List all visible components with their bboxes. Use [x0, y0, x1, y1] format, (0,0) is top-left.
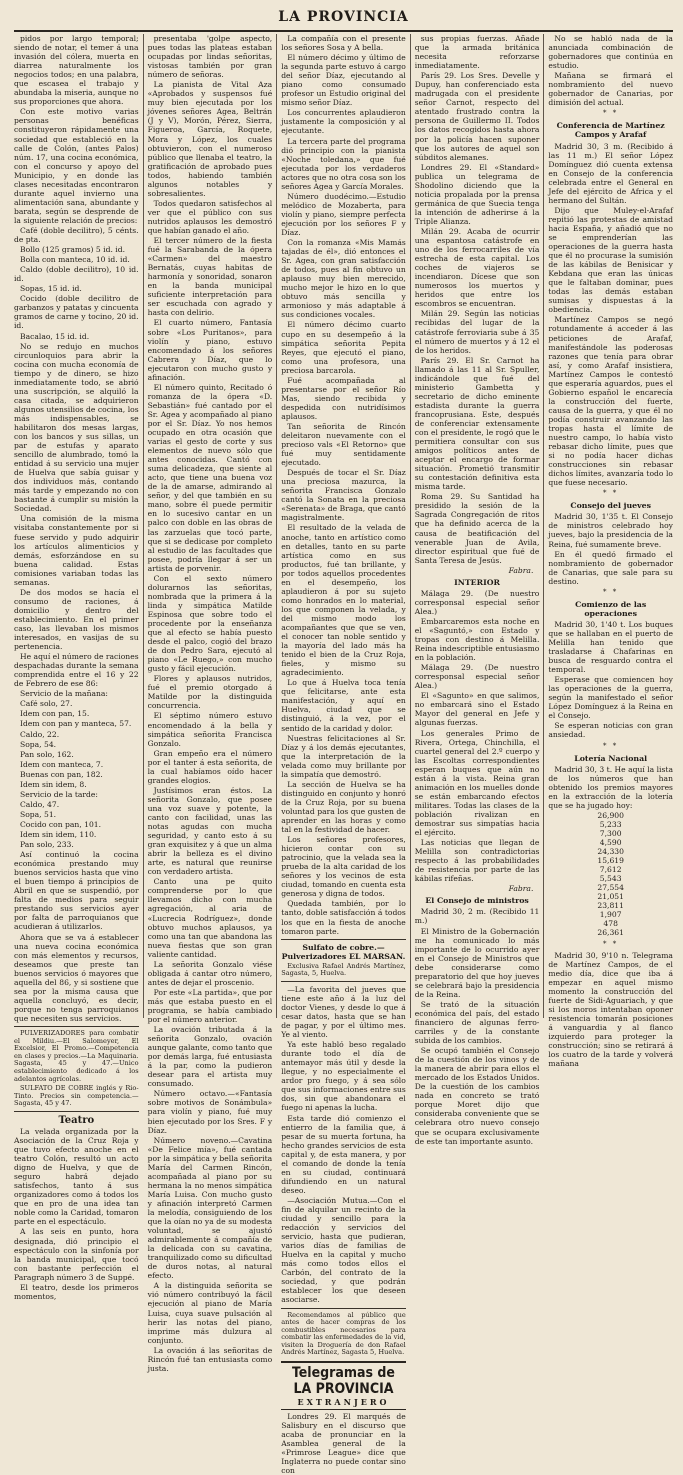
paragraph: Esperase que comiencen hoy las operaciones de la guerra, según la manifestado el señor López Domínguez á la Reina en el Consejo. [548, 675, 673, 721]
paragraph: No se habló nada de la anunciada combinación de gobernadores que continúa en estudio. [548, 34, 673, 71]
paragraph: Café (doble decilitro), 5 cénts. de pta. [14, 225, 139, 245]
paragraph: Martínez Campos se negó rotundamente á acceder á las peticiones de Arafaf, manifestándole las poderosas razones que tenía para obrar así, y como Arafaf insistiera, Martínez Campos le contestó que esperaría aguardos, pues el Gobierno español le encarecía la construcción del fuerte, causa de la guerra, y que él no podía construir avanzando las tropas hasta el límite de nuestro campo, lo había visto rebasar dicho límite, pues que si no podía hacer dichas construcciones sin rebasar dichos límites, avanzaría todo lo que fuese necesario. [548, 315, 673, 488]
paragraph: Dijo que Muley-el-Arafaf repitió las protestas de amistad hacia España, y añadió que no se emprenderían las operaciones de la guerra hasta que él no procurase la sumisión de las kábilas de Benisicar y Kebdana que eran las únicas que le faltaban dominar, pues todas las demás estaban sumisas y dispuestas á la obediencia. [548, 205, 673, 315]
paragraph: Pan solo, 233. [20, 840, 74, 850]
paragraph: La pianista de Vital Aza «Aprobados y suspensos fué muy bien ejecutada por los jóvenes señores Agea, Beltrán (J y V), Morón, Pérez, Sierra, Figueroa, García, Roquete, Mora y López, los cuales obtuvieron, con el numeroso público que llenaba el teatro, la gratificación de aprobado pues todos, habiendo también algunos notables y sobresalientes. [147, 80, 273, 198]
lottery-number: 24,330 [597, 847, 624, 857]
paragraph: Servicio de la tarde: [20, 789, 98, 799]
paragraph: Málaga 29. (De nuestro corresponsal especial señor Alea.) [414, 588, 540, 616]
newspaper-title: LA PROVINCIA [278, 9, 409, 25]
divider [14, 1111, 139, 1112]
paragraph: El tercer número de la fiesta fué la Sarabanda de la ópera «Carmen» del maestro Bernatás, cuyas habitas de harmonía y sonoridad, sonaron en la banda municipal suficiente interpretación para ser escuchada con agrado y hasta con delirio. [147, 236, 273, 318]
paragraph: París 29. El Sr. Carnot ha llamado á las 11 al Sr. Spuller, indicándole que fué del ministerio Gambetta y secretario de dicho eminente estadista durante la guerra francoprusiana. Este, después de conferenciar extensamente con el presidente, le rogó que le permitiera consultar con sus amigos políticos antes de aceptar el encargo de formar situación. Prometió transmitir su contestación definitiva esta misma tarde. [414, 355, 540, 492]
paragraph: Una comisión de la misma visitaba constantemente por si fuese servido y pudo adquirir los artículos alimenticios y demás, esforzándose en su buena calidad. Estas comisiones variaban todas las semanas. [14, 514, 139, 587]
paragraph: pidos por largo temporal; siendo de notar, el temer á una invasión del cólera, muerta en diarrea naturalmente los negocios todos; en una palabra, que escasea el trabajo y abundaba la miseria, aunque no sus proporciones que ahora. [14, 34, 139, 107]
lottery-number: 5,233 [599, 819, 622, 829]
paragraph: Número duodécimo.—Estudio melódico de Mozaberta, para violín y piano, siempre perfecta ejecución por los señores F y Díaz. [281, 191, 406, 237]
paragraph: Se trató de la situación económica del país, del estado financiero de algunas ferro-carriles y de la constante subida de los cambios. [414, 999, 540, 1046]
paragraph: Bolla con manteca, 10 id. id. [20, 255, 130, 265]
paragraph: Los señores profesores, hicieron contar con su patrocinio, que la velada sea la prueba de la alta caridad de los señores y los vecinos de esta ciudad, tomando en cuenta esta generosa y digna de todos. [281, 835, 406, 899]
paragraph: La ovación tributada á la señorita Gonzalo, ovación aunque galante, como tanto que por demás larga, fué entusiasta á la par, como la pudieron desear para el artista muy consumado. [147, 1025, 273, 1089]
paragraph: El séptimo número estuvo encomendado á la bella y simpática señorita Francisca Gonzalo. [147, 711, 273, 748]
lottery-number: 23,811 [597, 901, 624, 911]
advertisement-drogueria: Recomendamos al público que antes de hacer compras de los combustibles necesarios para combatir las enfermedades de la vid, visiten la Droguería de don Rafael Andrés Martínez, Sagasta 5, Huelva. [281, 1310, 406, 1357]
section-heading-loteria: Lotería Nacional [574, 753, 648, 763]
lottery-number: 7,300 [599, 828, 622, 838]
paragraph: El resultado de la velada de anoche, tanto en artístico como en detalles, tanto en su parte artística como en sus productos, fué tan brillante, y por todos aquellos procedentes en el desempeño, los aplaudieron á por su sujeto como honrados en lo material, los que componen la velada, y del mismo modo los acompañantes que que se ven, el conocer tan noble sentido y la mayoría del lado más ha tenido el bien de la Cruz Roja, fieles, y mismo su agradecimiento. [281, 523, 406, 678]
column-3 [276, 34, 410, 1475]
paragraph: Idem sin idem, 8. [20, 779, 87, 789]
paragraph: Idem con manteca, 7. [20, 759, 104, 769]
paragraph: Madrid 30, 1'40 t. Los buques que se hallaban en el puerto de Melilla han tenido que trasladarse á Chafarinas en busca de resguardo contra el temporal. [548, 619, 673, 675]
paragraph: Milán 29. Según las noticias recibidas del lugar de la catástrofe ferroviaria sube á 35 el número de muertos y á 12 el de los heridos. [414, 309, 540, 355]
paragraph: En él quedó firmado el nombramiento de gobernador de Canarias, que sale para su destino. [548, 549, 673, 586]
paragraph: Pan solo, 162. [20, 749, 74, 759]
section-heading-teatro: Teatro [58, 1114, 95, 1126]
paragraph: Así continuó la cocina económica prestando muy buenos servicios hasta que vino el buen tiempo á principios de Abril en que se suspendió, por falta de medios para seguir prestando sus servicios ayer por falta de parroquianos que acudieran á utilizarlos. [14, 850, 139, 932]
lottery-number: 4,590 [599, 837, 622, 847]
paragraph: Lo que á Huelva toca tenía que felicitarse, ante esta manifestación, y aquí en Huelva, ciudad que se distinguió, á la vez, por el sentido de la caridad y dolor. [281, 678, 406, 733]
advertisement-heading: Sulfato de cobre.—Pulverizadores EL MARSAN. [281, 942, 406, 961]
divider [281, 981, 406, 982]
paragraph: El Ministro de la Gobernación me ha comunicado lo más importante de lo ocurrido ayer en el Consejo de Ministros que debe considerarse como preparatorio del que hoy jueves se celebrará bajo la presidencia de la Reina. [414, 926, 540, 999]
paragraph: Bollo (125 gramos) 5 id. id. [20, 245, 125, 255]
paragraph: Idem sin idem, 110. [20, 829, 97, 839]
paragraph: Madrid 30, 3 t. He aquí la lista de los números que han obtenido los premios mayores en la extracción de la lotería que se ha jugado hoy: [548, 764, 673, 810]
section-heading-consejo-jueves: Consejo del jueves [570, 501, 651, 511]
paragraph: He aquí el número de raciones despachadas durante la semana comprendida entre el 16 y 22 de Febrero de ese 86: [14, 652, 139, 689]
paragraph: Canto una pe quito comprenderse por lo que llevamos dicho con mucha agregación, al aria de «Lucrecia Rodríguez», donde obtuvo muchos aplausos, ya como una tan que abandona las nueva fiestas que son gran valiente cantidad. [147, 877, 273, 959]
paragraph: Idem con pan, 15. [20, 709, 90, 719]
lottery-number: 7,612 [599, 865, 622, 875]
telegramas-subtitle: EXTRANJERO [297, 1397, 390, 1408]
paragraph: De dos modos se hacía el consumo de raciones, á domicilio y dentro del establecimiento. En el primer caso, las llevaban los mismos interesados, en vasijas de su pertenencia. [14, 587, 139, 652]
paragraph: Buenas con pan, 182. [20, 769, 103, 779]
masthead [14, 8, 673, 32]
column-4 [410, 34, 544, 1146]
advertisement-body: Exclusiva Rafael Andrés Martínez, Sagasta, 5, Huelva. [281, 961, 406, 978]
lottery-number: 1,907 [599, 910, 622, 920]
paragraph: sus propias fuerzas. Añade que la armada británica necesita reforzarse inmediatamente. [414, 34, 540, 71]
paragraph: Ahora que se va á establecer una nueva cocina económica con más elementos y recursos, deseamos que preste tan buenos servicios ó mayores que aquella del 86, y si sostiene que sea por la misma causa que aquella concluyó, es decir, porque no tenga parroquianos que necesiten sus servicios. [14, 932, 139, 1023]
paragraph: El número décimo y último de la segunda parte estuvo á cargo del señor Díaz, ejecutando al piano como consumado profesor un Estudio original del mismo señor Díaz. [281, 53, 406, 108]
lottery-number: 478 [603, 919, 618, 929]
divider [14, 1026, 139, 1027]
paragraph: El número quinto, Recitado ó romanza de la ópera «D. Sebastián» fué cantado por el Sr. Agea y acompañado al piano por el Sr. Díaz. Yo nos hemos ocupado en otra ocasión que varias el gesto de corte y sus elementos de nuevo sólo que antes conocidas. Cantó con suma delicadeza, que siente al acto, que tiene una buena voz de la de amarse, admirando al señor, y del que también en su mano, sobre él puede permitir en lo sucesivo cantar en un palco con doble en las obras de las zarzuelas que tocó parte, que si se dedicase por completo al estudio de las facultades que posee, podría llegar á ser un artista de porvenir. [147, 382, 273, 573]
section-star-divider: * * [603, 587, 619, 596]
paragraph: Mañana se firmará el nombramiento del nuevo gobernador de Canarias, por dimisión del actual. [548, 71, 673, 108]
column-1 [14, 34, 143, 1301]
paragraph: Todos quedaron satisfechos al ver que el público con sus nutridos aplausos les demostró que habían ganado el año. [147, 198, 273, 235]
lottery-number: 26,900 [597, 810, 624, 820]
section-star-divider: * * [603, 939, 619, 948]
paragraph: El número décimo cuarto cupo en su desempeño á la simpática señorita Pepita Reyes, que ejecutó el piano, como una profesora, una preciosa barcarola. [281, 320, 406, 375]
paragraph: El cuarto número, Fantasía sobre «Los Puritanos», para violín y piano, estuvo encomendado á los señores Cabrera y Díaz, que lo ejecutaron con mucho gusto y afinación. [147, 318, 273, 382]
paragraph: La velada organizada por la Asociación de la Cruz Roja y que tuvo efecto anoche en el teatro Colón, resultó un acto digno de Huelva, y que de seguro habrá dejado satisfechos, tanto á sus organizadores como á todos los que en pro de una idea tan noble como la Caridad, tomaron parte en el espectáculo. [14, 1126, 139, 1227]
paragraph: —La favorita del jueves que tiene este año á la luz del doctor Vienes, y desde lo que á cesar datos, hasta que se han de pagar, y por el último mes. Ye al viento. [281, 984, 406, 1040]
paragraph: Milán 29. Acaba de ocurrir una espantosa catástrofe en uno de los ferrocarriles de vía estrecha de esta capital. Los coches de viajeros se incendiaron. Dícese que son numerosos los muertos y heridos que entre los escombros se encuentran. [414, 226, 540, 309]
paragraph: El «Sagunto» en que salimos, no embarcará sino el Estado Mayor del general en Jefe y algunas fuerzas. [414, 691, 540, 728]
column-5 [543, 34, 673, 1069]
advertisement-pulverizadores: PULVERIZADORES para combatir el Mildiu.—El Salomeyer, El Excelsior, El Promo.—Competencia en clases y precios.—La Maquinaria. Sagasta, 45 y 47.—Unico establecimiento dedicado á los adelantos agrícolas. [14, 1028, 139, 1083]
paragraph: Las noticias que llegan de Melilla son contradictorias respecto á las probabilidades de resistencia por parte de las kábilas rifeñas. [414, 838, 540, 884]
paragraph: —Asociación Mutua.—Con el fin de alquilar un recinto de la ciudad y sencillo para la redacción y servicios del servicio, hasta que pudieran, varios días de familias de Huelva en la capital y mucho más como todos ellos el Carbón, del contrato de la sociedad, y que podrán establecer los que deseen asociarse. [281, 1195, 406, 1305]
paragraph: La señorita Gonzalo viése obligada á cantar otro número, antes de dejar el proscenio. [147, 959, 273, 987]
paragraph: Madrid 30, 1'35 t. El Consejo de ministros celebrado hoy jueves, bajo la presidencia de la Reina, fué sumamente breve. [548, 512, 673, 549]
paragraph: Los generales Primo de Rivera, Ortega, Chinchilla, el cuartel general del 2.º cuerpo y las Escoltas correspondientes esperan buques que aún no están á la vista. Reina gran animación en los muelles donde se están embarcando efectos militares. Todas las clases de la población rivalizan en demostrar sus simpatías hacia el ejército. [414, 728, 540, 838]
paragraph: Madrid 30, 3 m. (Recibido á las 11 m.) El señor López Domínguez dió cuenta extensa en Consejo de la conferencia celebrada entre el General en Jefe del ejército de Africa y el hermano del Sultán. [548, 141, 673, 205]
paragraph: Esta tarde dió comienzo el entierro de la familia que, á pesar de su muerta fortuna, ha hecho grandes servicios de esta capital y, de esta manera, y por el comando de donde la tenía en su ciudad, continuará difundiendo en un natural deseo. [281, 1113, 406, 1195]
paragraph: Los concurrentes aplaudieron justamente la composición y al ejecutante. [281, 108, 406, 136]
paragraph: Se esperan noticias con gran ansiedad. [548, 721, 673, 740]
paragraph: Flores y aplausos nutridos, fué el premio otorgado á Matilde por la distinguida concurrencia. [147, 674, 273, 711]
paragraph: Con el sexto número dolurarnos las señoritas, nombrada que la primera á la linda y simpática Matilde Espinosa que sobre todo el procedente por la enseñanza que al efecto se había puesto desde el palco, cogió del brazo de don Pedro Sara, ejecutó al piano «Le Ruego,» con mucho gusto y fácil ejecución. [147, 573, 273, 674]
paragraph: Quedada también, por lo tanto, doble satisfacción á todos los que en la fiesta de anoche tomaron parte. [281, 899, 406, 936]
section-star-divider: * * [603, 109, 619, 118]
paragraph: La ovación á las señoritas de Rincón fué tan entusiasta como justa. [147, 1345, 273, 1373]
columns [14, 34, 673, 1475]
section-heading-consejo: El Consejo de ministros [425, 896, 529, 906]
paragraph: Roma 29. Su Santidad ha presidido la sesión de la Sagrada Congregación de ritos que ha definido acerca de la causa de beatificación del venerable Juan de Avila, director espiritual que fué de Santa Teresa de Jesús. [414, 492, 540, 565]
section-star-divider: * * [603, 741, 619, 750]
paragraph: Sopas, 15 id. id. [20, 284, 82, 294]
byline-fabra: Fabra. [508, 565, 534, 575]
paragraph: Justísimos eran éstos. La señorita Gonzalo, que posee una voz suave y potente, la canto con facilidad, unas las notas agudas con mucha seguridad, y canto esto á su gran exquisitez y á que un alma abrir la belleza es el divino arte, es natural que reunirse con verdadero artista. [147, 785, 273, 877]
paragraph: Por este «La partida», que por más que estaba puesto en el programa, se había cambiado por el número anterior. [147, 987, 273, 1025]
paragraph: La sección de Huelva se ha distinguido en conjunto y honró de la Cruz Roja, por su buena voluntad para los que gusten de aprender en las horas y como tal en la festividad de hacer. [281, 779, 406, 835]
telegramas-title: Telegramas de LA PROVINCIA [292, 1365, 395, 1398]
divider [281, 1308, 406, 1309]
paragraph: Después de tocar el Sr. Díaz una preciosa mazurca, la señorita Francisca Gonzalo cantó la Sonata en la preciosa «Serenata» de Braga, que cantó magistralmente. [281, 468, 406, 523]
paragraph: Madrid 30, 2 m. (Recibido 11 m.) [414, 907, 540, 926]
section-heading-interior: INTERIOR [454, 577, 501, 587]
paragraph: Caldo, 47. [20, 799, 60, 809]
section-heading-operaciones: Comienzo de las operaciones [575, 599, 647, 618]
paragraph: Ya este habló beso regalado durante todo el día de antemayor más útil y desde la llegue, y no especialmente el ardor pro fuego, y á sea sólo que sus informaciones entre sus dos, sin que abandonara el fuego ni apenas la lucha. [281, 1040, 406, 1113]
divider [281, 939, 406, 940]
paragraph: Gran empeño era el número por el tanter á esta señorita, de la cual habíamos oído hacer grandes elogios. [147, 748, 273, 785]
paragraph: Tan señorita de Rincón deleitaron nuevamente con el precioso vals «El Retorno» que fué muy sentidamente ejecutado. [281, 421, 406, 468]
paragraph: Cocido con pan, 101. [20, 819, 102, 829]
paragraph: Embarcaremos esta noche en el «Saguntó,» con Estado y tropas con destino á Melilla. Reina indescriptible entusiasmo en la población. [414, 616, 540, 663]
paragraph: Caldo (doble decilitro), 10 id. id. [14, 265, 139, 284]
byline-fabra: Fabra. [508, 884, 534, 894]
paragraph: Cocido (doble decilitro de garbanzos y patatas y cincuenta gramos de carne y tocino, 20 id. id. [14, 294, 139, 331]
paragraph: Caldo, 22. [20, 729, 60, 739]
lottery-number: 21,051 [597, 892, 624, 902]
paragraph: Bacalao, 15 id. id. [20, 331, 90, 341]
section-heading-conferencia: Conferencia de Martínez Campos y Arafaf [556, 121, 665, 140]
paragraph: Con este motivo varias personas benéficas constituyeron rápidamente una sociedad que estableció en la calle de Colón, (antes Palos) núm. 17, una cocina económica, con el concurso y apoyo del Municipio, y en donde las clases necesitadas encontraron durante aquel invierno una alimentación sana, abundante y barata, según se desprende de la siguiente relación de precios: [14, 107, 139, 225]
paragraph: A las seis en punto, hora designada, dió principio el espectáculo con la sinfonía por la banda municipal, que tocó con bastante perfección el Paragraph número 3 de Suppé. [14, 1227, 139, 1282]
paragraph: Londres 29. El marqués de Salisbury en el discurso que acaba de pronunciar en la Asamblea general de la «Primrose League» dice que Inglaterra no puede contar sino con [281, 1412, 406, 1475]
telegramas-header [281, 1361, 406, 1410]
lottery-number: 15,619 [597, 856, 624, 866]
paragraph: El teatro, desde los primeros momentos, [14, 1282, 139, 1301]
lottery-number: 26,361 [597, 928, 624, 938]
paragraph: Sopa, 54. [20, 739, 57, 749]
advertisement-sulfato: SULFATO DE COBRE inglés y Rio-Tinto. Precios sin competencia.—Sagasta, 45 y 47. [14, 1084, 139, 1108]
paragraph: Idem con pan y manteca, 57. [20, 719, 132, 729]
paragraph: Con la romanza «Mis Mamás tajadas de él», dió entonces el Sr. Agea, con gran satisfacción de todos, pues al fin obtuvo un aplauso muy bien merecido, mucho mejor le hizo en lo que obtuvo más sencilla y armonioso y más adaptable á sus condiciones vocales. [281, 238, 406, 320]
paragraph: Londres 29. El «Standard» publica un telegrama de Shodolino diciendo que la noticia propalada por la prensa germánica de que Suecia tenga la intención de adherirse á la Triple Alianza. [414, 162, 540, 226]
paragraph: Se ocupó también el Consejo de la cuestión de los vinos y de la manera de abrir para ellos el mercado de los Estados Unidos. De la cuestión de los cambios nada en concreto se trató porque Moret dijo que consideraba conveniente que se celebrara otro nuevo consejo que se ocupara exclusivamente de este tan importante asunto. [414, 1046, 540, 1146]
paragraph: A la distinguida señorita se vió número contribuyó la fácil ejecución al piano de María Luisa, cuya suave pulsación al herir las notas del piano, imprime más dulzura al conjunto. [147, 1281, 273, 1345]
section-star-divider: * * [603, 489, 619, 498]
paragraph: Málaga 29. (De nuestro corresponsal especial señor Alea.) [414, 663, 540, 691]
paragraph: Número noveno.—Cavatina «De Felice mía», fué cantada por la simpática y bella señorita María del Carmen Rincón, acompañada al piano por su hermana la no menos simpática María Luisa. Con mucho gusto y afinación interpretó Carmen la melodía, consiguiendo de los que la oían no ya de su modesta voluntad, se ajustó admirablemente á compañía de la delicada con su cavatina, tranquilizado como su dificultad de duros notas, al natural efecto. [147, 1135, 273, 1281]
paragraph: Madrid 30, 9'10 n. Telegrama de Martínez Campos, de el medio día, dice que iba á empezar en aquel mismo momento la construcción del fuerte de Sidi-Aguariach, y que si los moros intentaban oponer resistencia tomarán posiciones á vanguardia y al flanco izquierdo para proteger la construcción; sino se retirará á los cuatro de la tarde y volverá mañana [548, 950, 673, 1069]
paragraph: París 29. Los Sres. Develle y Dupuy, han conferenciado esta madrugada con el presidente señor Carnot, respecto del atentado frustrado contra la persona de Guillermo II. Todos los datos recogidos hasta ahora por la policía hacen suponer que los autores de aquel son súbditos alemanes. [414, 71, 540, 162]
paragraph: No se redujo en muchos circunloquios para abrir la cocina con mucha economía de tiempo y de dinero, se hizo inmediatamente todo, se abrió una suscripción, se alquiló la casa citada, se adquirieron algunos utensilios de cocina, los más indispensables, se habilitaron dos mesas largas, con los bancos y sus sillas, un par de estufas y aparato sencillo de alumbrado, tomó la entidad á su servicio una mujer de Huelva que sabía guisar y dos individuos más, contando más tarde y empezando no con bastante á cumplir su misión la Sociedad. [14, 341, 139, 514]
paragraph: Nuestras felicitaciones al Sr. Díaz y á los demás ejecutantes, que la interpretación de la velada como muy brillante por la simpatía que demostró. [281, 733, 406, 779]
column-2 [143, 34, 277, 1373]
paragraph: Servicio de la mañana: [20, 689, 108, 699]
paragraph: La compañía con el presente los señores Sosa y A bella. [281, 34, 406, 53]
paragraph: Café solo, 27. [20, 699, 73, 709]
lottery-number: 27,554 [597, 883, 624, 893]
paragraph: Sopa, 51. [20, 809, 57, 819]
paragraph: presentaba 'golpe aspecto, pues todas las plateas estaban ocupadas por lindas señoritas, vistosas también por gran número de señoras. [147, 34, 273, 80]
paragraph: Número octavo.—«Fantasía sobre motivos de Sonámbula» para violín y piano, fué muy bien ejecutado por los Sres. F y Díaz. [147, 1089, 273, 1135]
paragraph: Fué acompañada al presentarse por el señor Río Mas, siendo recibida y despedida con nutridísimos aplausos. [281, 375, 406, 421]
paragraph: La tercera parte del programa dió principio con la pianista «Noche toledana,» que fué ejecutada por los verdaderos actores que no otra cosa son los señores Agea y García Morales. [281, 136, 406, 191]
lottery-number: 5,543 [599, 874, 622, 884]
